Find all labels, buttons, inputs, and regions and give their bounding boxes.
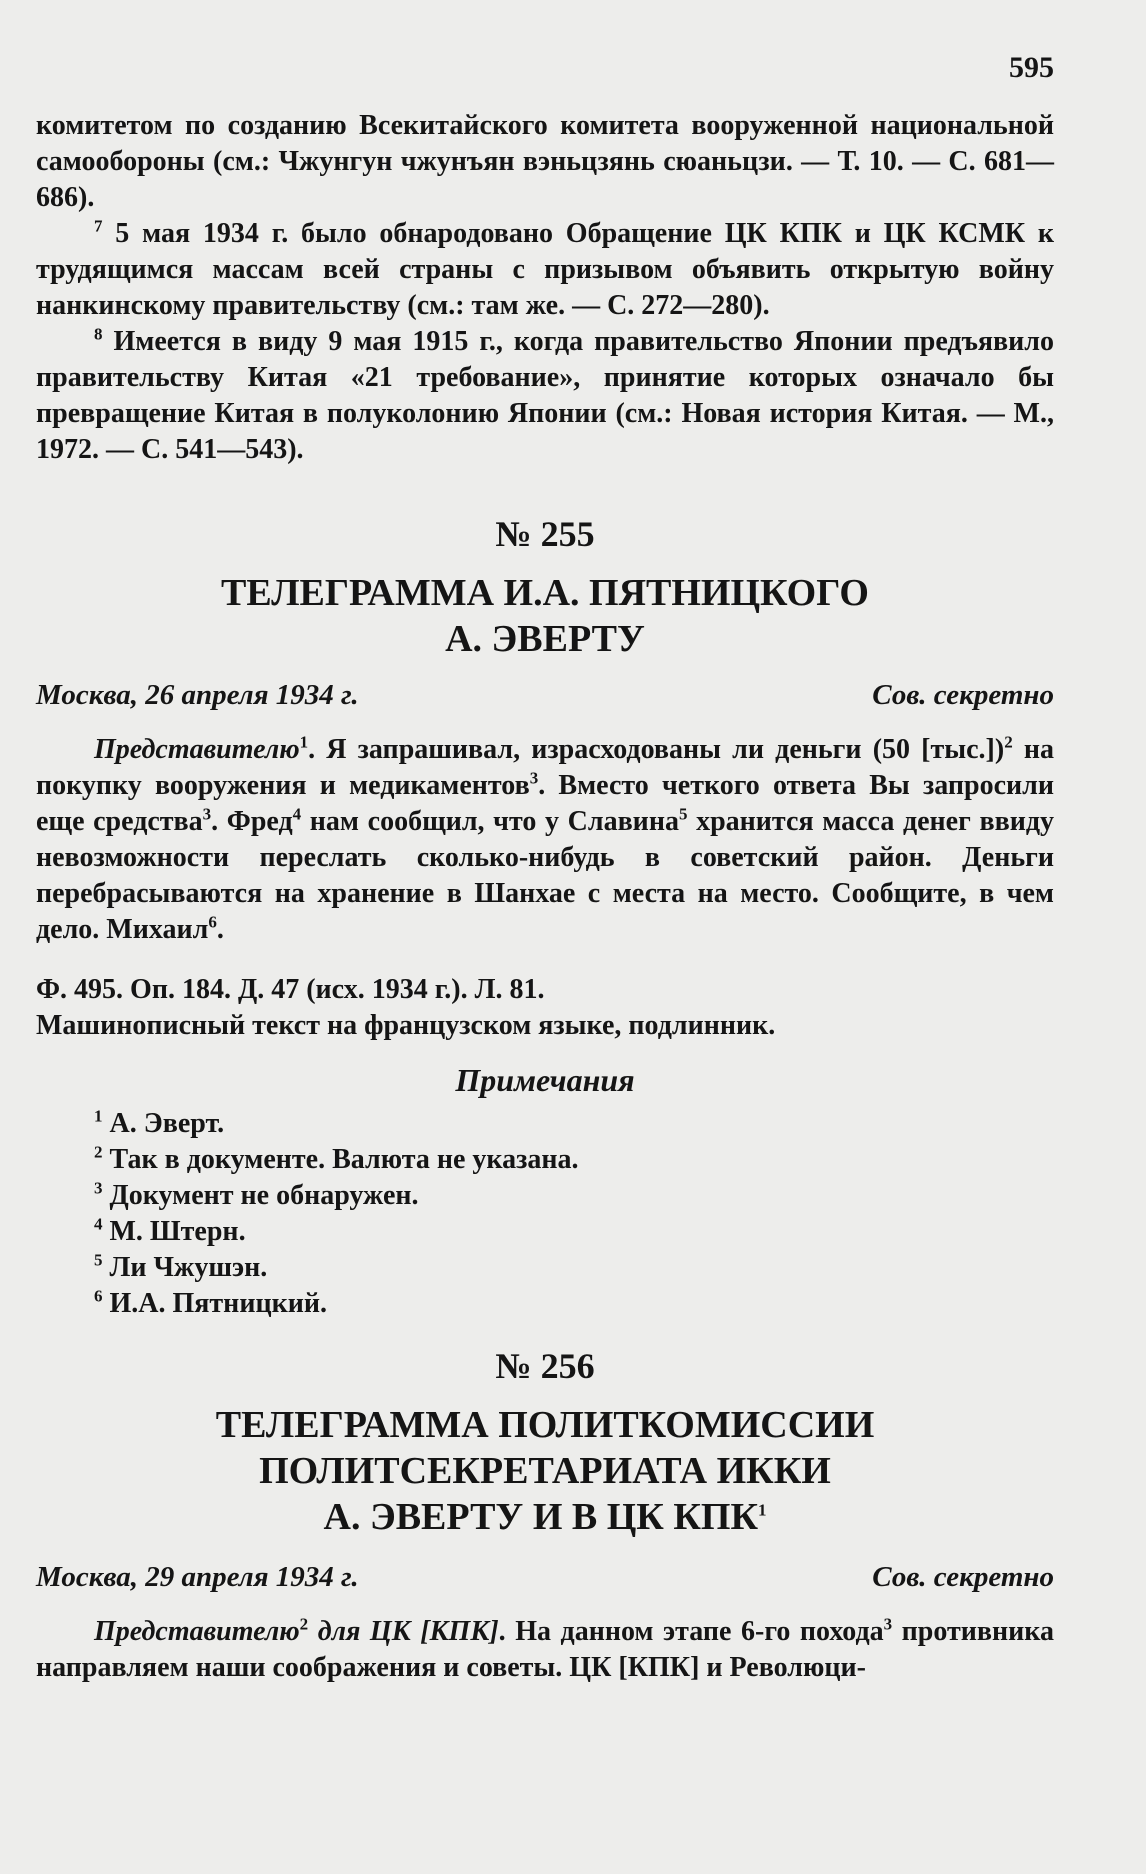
document-number: № 256 bbox=[495, 1346, 595, 1386]
top-footnotes bbox=[36, 108, 1054, 468]
body-paragraph bbox=[36, 1614, 1054, 1686]
document-body bbox=[36, 732, 1054, 948]
body-text: на покупку вооружения и медикаментов bbox=[36, 734, 1054, 801]
note-text: И.А. Пятницкий. bbox=[109, 1288, 327, 1319]
note-item bbox=[36, 1142, 1054, 1178]
body-text: . На данном этапе 6-го похода bbox=[498, 1616, 884, 1647]
archive-reference: Ф. 495. Оп. 184. Д. 47 (исх. 1934 г.). Л. 81. bbox=[36, 974, 545, 1005]
footnote-ref: 3 bbox=[529, 768, 539, 788]
note-number: 5 bbox=[94, 1250, 103, 1270]
dateline bbox=[36, 676, 1054, 714]
archive-info bbox=[36, 972, 1054, 1044]
notes-list bbox=[36, 1106, 1054, 1322]
body-text: . bbox=[216, 914, 224, 945]
dateline bbox=[36, 1558, 1054, 1596]
footnote-ref: 2 bbox=[299, 1614, 309, 1634]
notes-heading: Примечания bbox=[455, 1062, 635, 1098]
note-item bbox=[36, 1214, 1054, 1250]
note-item bbox=[36, 1286, 1054, 1322]
addressee: Представителю bbox=[94, 1616, 300, 1647]
note-number: 1 bbox=[94, 1106, 103, 1126]
page-number: 595 bbox=[1009, 51, 1054, 84]
footnote-text: 5 мая 1934 г. было обнародовано Обращение ЦК КПК и ЦК КСМК к трудящимся массам всей страны с призывом объявить открытую войну нанкинскому правительству (см.: там же. — С. 272—280). bbox=[36, 218, 1055, 321]
document-title-line: ПОЛИТСЕКРЕТАРИАТА ИККИ bbox=[259, 1450, 831, 1492]
classification: Сов. секретно bbox=[872, 1561, 1054, 1593]
document-title-line: ТЕЛЕГРАММА И.А. ПЯТНИЦКОГО bbox=[221, 572, 869, 614]
classification: Сов. секретно bbox=[872, 679, 1054, 711]
document-title-line: А. ЭВЕРТУ bbox=[445, 618, 645, 660]
body-text: противника направляем наши соображения и советы. ЦК [КПК] и Революци- bbox=[36, 1616, 1054, 1683]
footnote-continuation: комитетом по созданию Всекитайского комитета вооруженной национальной самообороны (см.: Чжунгун чжунъян вэньцзянь сюаньцзи. — Т. 10. — С. 681—686). bbox=[36, 110, 1054, 213]
note-item bbox=[36, 1250, 1054, 1286]
footnote-marker: 7 bbox=[94, 216, 103, 236]
footnote-ref: 3 bbox=[202, 804, 212, 824]
body-paragraph bbox=[36, 732, 1054, 948]
note-number: 4 bbox=[94, 1214, 103, 1234]
document-title-line bbox=[36, 1494, 1054, 1540]
note-item bbox=[36, 1178, 1054, 1214]
body-text: . Фред bbox=[211, 806, 293, 837]
footnote-text: Имеется в виду 9 мая 1915 г., когда правительство Японии предъявило правительству Китая «21 требование», принятие которых означало бы превращение Китая в полуколонию Японии (см.: Новая история Китая. — М., 1972. — С. 541—543). bbox=[36, 326, 1055, 465]
addressee: Представителю bbox=[94, 734, 300, 765]
addressee-tail: для ЦК [КПК] bbox=[308, 1616, 499, 1647]
footnote-ref: 6 bbox=[208, 912, 217, 932]
footnote-ref: 1 bbox=[299, 732, 309, 752]
footnote-ref: 2 bbox=[1004, 732, 1013, 752]
body-text: нам сообщил, что у Славина bbox=[301, 806, 679, 837]
source-note: Машинописный текст на французском языке, подлинник. bbox=[36, 1010, 776, 1041]
document-title-line: ТЕЛЕГРАММА ПОЛИТКОМИССИИ bbox=[215, 1404, 875, 1446]
note-text: Так в документе. Валюта не указана. bbox=[109, 1144, 579, 1175]
body-text: хранится масса денег ввиду невозможности переслать сколько-нибудь в советский район. Деньги перебрасываются на хранение в Шанхае с места на место. Сообщите, в чем дело. Михаил bbox=[36, 806, 1054, 945]
footnote-ref: 4 bbox=[292, 804, 302, 824]
footnote-8 bbox=[36, 324, 1054, 468]
note-text: М. Штерн. bbox=[109, 1216, 246, 1247]
note-number: 2 bbox=[94, 1142, 103, 1162]
note-item bbox=[36, 1106, 1054, 1142]
body-text: . Вместо четкого ответа Вы запросили еще средства bbox=[36, 770, 1054, 837]
footnote-7 bbox=[36, 216, 1054, 324]
note-text: А. Эверт. bbox=[109, 1108, 225, 1139]
note-number: 3 bbox=[94, 1178, 103, 1198]
place-date: Москва, 29 апреля 1934 г. bbox=[36, 1561, 359, 1593]
footnote-ref: 3 bbox=[883, 1614, 893, 1634]
body-text: . Я запрашивал, израсходованы ли деньги (50 [тыс.]) bbox=[308, 734, 1005, 765]
place-date: Москва, 26 апреля 1934 г. bbox=[36, 679, 359, 711]
document-body bbox=[36, 1614, 1054, 1686]
note-text: Ли Чжушэн. bbox=[109, 1252, 268, 1283]
page-column bbox=[36, 0, 1054, 1686]
document-number: № 255 bbox=[495, 514, 595, 554]
footnote-ref: 1 bbox=[758, 1500, 767, 1520]
footnote-ref: 5 bbox=[678, 804, 688, 824]
note-number: 6 bbox=[94, 1286, 103, 1306]
title-text: А. ЭВЕРТУ И В ЦК КПК bbox=[323, 1496, 758, 1538]
note-text: Документ не обнаружен. bbox=[109, 1180, 419, 1211]
footnote-marker: 8 bbox=[94, 324, 103, 344]
